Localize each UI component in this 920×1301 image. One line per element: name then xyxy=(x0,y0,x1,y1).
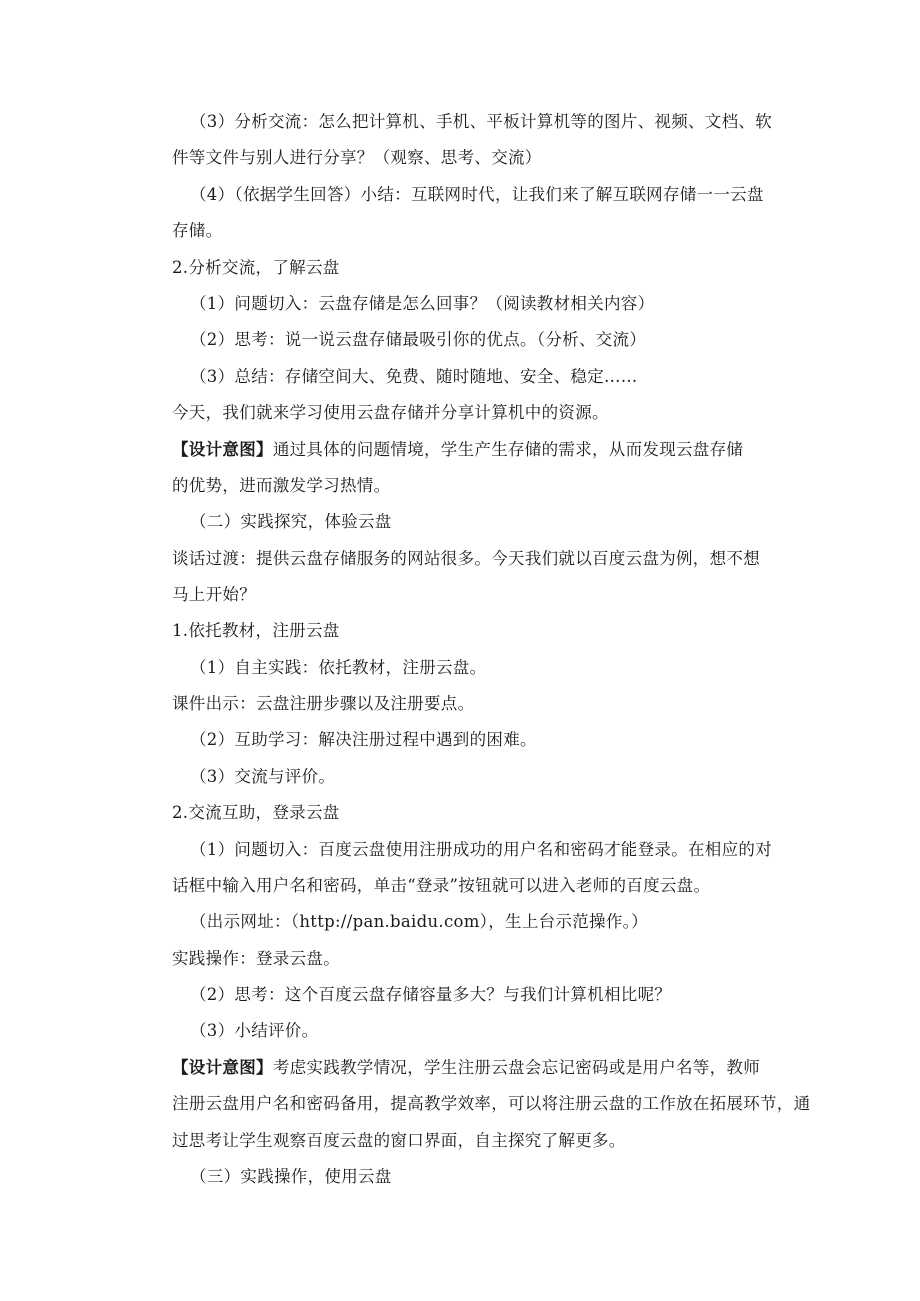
paragraph-line: （1）问题切入：云盘存储是怎么回事？（阅读教材相关内容） xyxy=(190,294,655,313)
paragraph-line: （2）思考：说一说云盘存储最吸引你的优点。（分析、交流） xyxy=(190,330,647,349)
paragraph-line: （3）分析交流：怎么把计算机、手机、平板计算机等的图片、视频、文档、软 xyxy=(190,112,772,131)
paragraph-line: （2）思考：这个百度云盘存储容量多大？与我们计算机相比呢？ xyxy=(190,985,672,1004)
paragraph-line: 件等文件与别人进行分享？（观察、思考、交流） xyxy=(172,148,542,167)
design-intent-line xyxy=(172,440,743,460)
paragraph-line: （1）自主实践：依托教材，注册云盘。 xyxy=(190,658,487,677)
paragraph-line: 的优势，进而激发学习热情。 xyxy=(172,476,391,495)
section-heading: 2.交流互助，登录云盘 xyxy=(172,803,340,822)
paragraph-line: （1）问题切入：百度云盘使用注册成功的用户名和密码才能登录。在相应的对 xyxy=(190,840,772,859)
paragraph-line: （出示网址：（http://pan.baidu.com），生上台示范操作。） xyxy=(190,912,648,931)
paragraph-line: 存储。 xyxy=(172,221,223,240)
paragraph-line: （2）互助学习：解决注册过程中遇到的困难。 xyxy=(190,730,537,749)
paragraph-line: 注册云盘用户名和密码备用，提高教学效率，可以将注册云盘的工作放在拓展环节，通 xyxy=(172,1094,811,1113)
design-intent-line xyxy=(172,1058,760,1078)
design-intent-text: 考虑实践教学情况，学生注册云盘会忘记密码或是用户名等，教师 xyxy=(272,1058,761,1077)
paragraph-line: 今天，我们就来学习使用云盘存储并分享计算机中的资源。 xyxy=(172,403,609,422)
section-heading: （二）实践探究，体验云盘 xyxy=(190,512,392,531)
paragraph-line: 课件出示：云盘注册步骤以及注册要点。 xyxy=(172,694,475,713)
paragraph-line: 谈话过渡：提供云盘存储服务的网站很多。今天我们就以百度云盘为例，想不想 xyxy=(172,549,760,568)
paragraph-line: 实践操作：登录云盘。 xyxy=(172,949,340,968)
design-intent-mark: 【设计意图】 xyxy=(172,440,273,459)
paragraph-line: （3）交流与评价。 xyxy=(190,767,336,786)
paragraph-line: （3）总结：存储空间大、免费、随时随地、安全、稳定…… xyxy=(190,367,638,386)
paragraph-line: （3）小结评价。 xyxy=(190,1021,319,1040)
section-heading: 1.依托教材，注册云盘 xyxy=(172,621,340,640)
section-heading: （三）实践操作，使用云盘 xyxy=(190,1167,392,1186)
paragraph-line: （4）（依据学生回答）小结：互联网时代，让我们来了解互联网存储一一云盘 xyxy=(190,185,764,204)
paragraph-line: 话框中输入用户名和密码，单击“登录”按钮就可以进入老师的百度云盘。 xyxy=(172,876,711,895)
design-intent-text: 通过具体的问题情境，学生产生存储的需求，从而发现云盘存储 xyxy=(272,440,744,459)
section-heading: 2.分析交流，了解云盘 xyxy=(172,258,340,277)
design-intent-mark: 【设计意图】 xyxy=(172,1058,273,1077)
paragraph-line: 过思考让学生观察百度云盘的窗口界面，自主探究了解更多。 xyxy=(172,1131,626,1150)
paragraph-line: 马上开始？ xyxy=(172,585,256,604)
